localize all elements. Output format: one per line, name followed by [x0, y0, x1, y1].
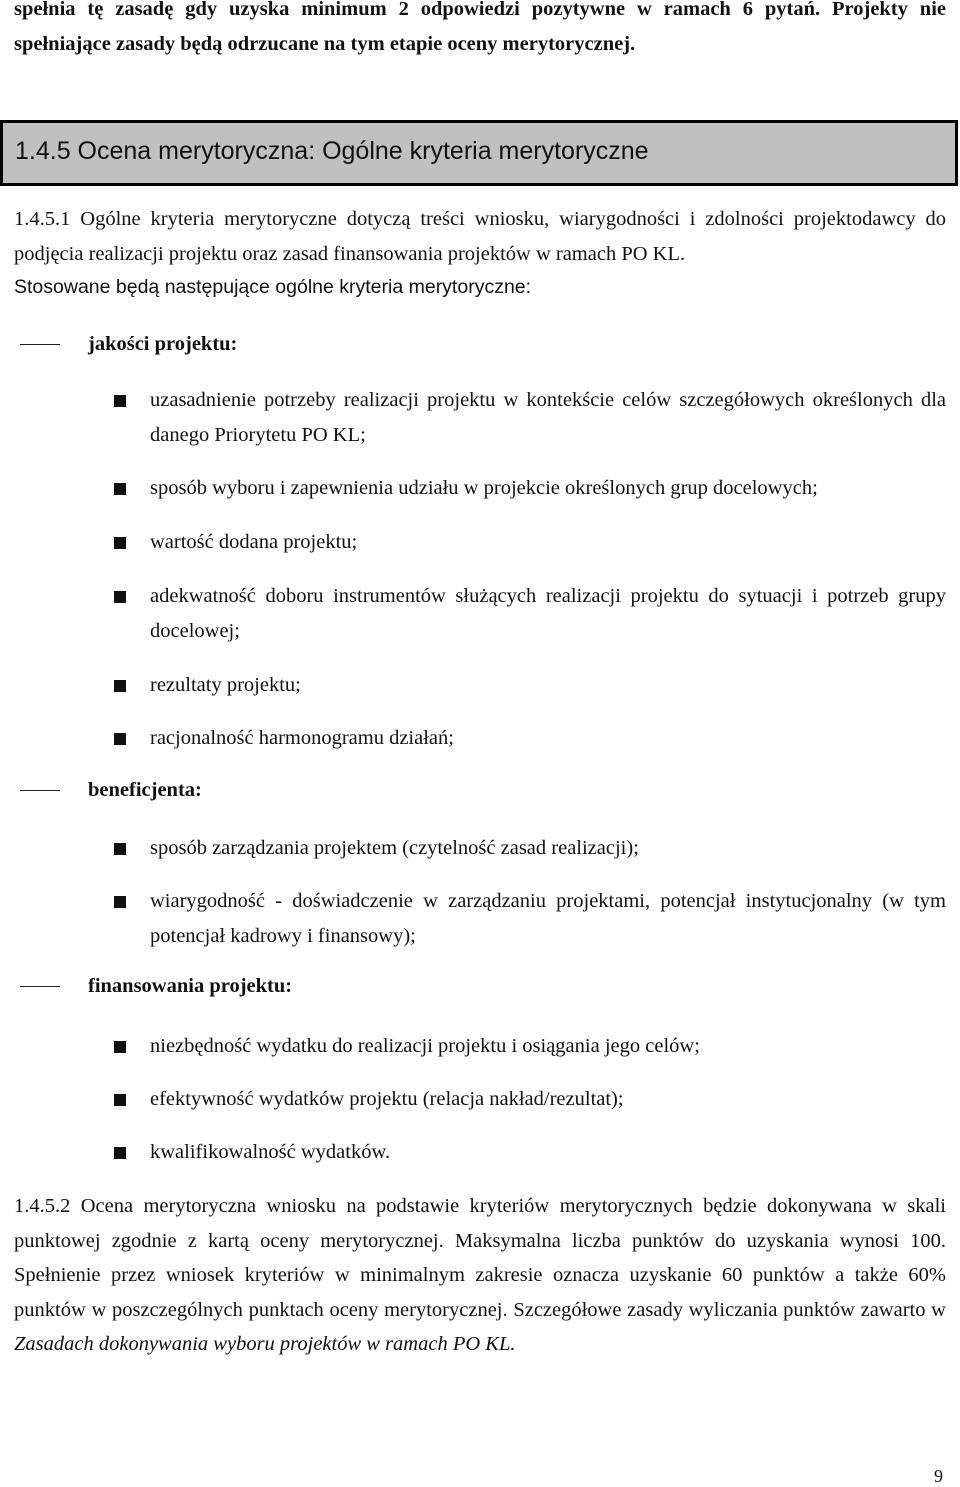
paragraph-1-4-5-2	[14, 1189, 946, 1362]
group-label: jakości projektu:	[88, 332, 238, 355]
list-item: uzasadnienie potrzeby realizacji projektu w kontekście celów szczegółowych określonych dla danego Priorytetu PO KL;	[150, 389, 946, 446]
list-item: racjonalność harmonogramu działań;	[150, 727, 454, 749]
square-bullet-icon	[114, 1041, 126, 1053]
page-number: 9	[934, 1466, 943, 1486]
top-paragraph: spełnia tę zasadę gdy uzyska minimum 2 odpowiedzi pozytywne w ramach 6 pytań. Projekty nie spełniające zasady będą odrzucane na tym etapie oceny merytorycznej.	[14, 0, 946, 55]
square-bullet-icon	[114, 680, 126, 692]
list-item: niezbędność wydatku do realizacji projektu i osiągania jego celów;	[150, 1035, 700, 1057]
list-item: rezultaty projektu;	[150, 674, 301, 696]
section-heading-box	[0, 120, 958, 186]
list-item: sposób zarządzania projektem (czytelność zasad realizacji);	[150, 837, 639, 859]
dash-marker	[20, 986, 60, 987]
square-bullet-icon	[114, 537, 126, 549]
paragraph-italic-title: Zasadach dokonywania wyboru projektów w ramach PO KL.	[14, 1333, 516, 1355]
list-item: efektywność wydatków projektu (relacja nakład/rezultat);	[150, 1088, 624, 1110]
square-bullet-icon	[114, 395, 126, 407]
square-bullet-icon	[114, 1147, 126, 1159]
list-item: sposób wyboru i zapewnienia udziału w projekcie określonych grup docelowych;	[150, 477, 818, 499]
group-label: finansowania projektu:	[88, 974, 293, 997]
list-item: wartość dodana projektu;	[150, 531, 358, 553]
paragraph-text: 1.4.5.2 Ocena merytoryczna wniosku na podstawie kryteriów merytorycznych będzie dokonywana w skali punktowej zgodnie z kartą oceny merytorycznej. Maksymalna liczba punktów do uzyskania wynosi 100. Spełnienie przez wniosek kryteriów w minimalnym zakresie oznacza uzyskanie 60 punktów a także 60% punktów w poszczególnych punktach oceny merytorycznej. Szczegółowe zasady wyliczania punktów zawarto w	[14, 1195, 946, 1321]
square-bullet-icon	[114, 483, 126, 495]
square-bullet-icon	[114, 896, 126, 908]
square-bullet-icon	[114, 591, 126, 603]
paragraph-stosowane: Stosowane będą następujące ogólne kryteria merytoryczne:	[14, 276, 532, 298]
dash-marker	[20, 344, 60, 345]
list-item: adekwatność doboru instrumentów służących realizacji projektu do sytuacji i potrzeb grupy docelowej;	[150, 585, 946, 642]
criteria-group-quality	[20, 332, 237, 356]
square-bullet-icon	[114, 733, 126, 745]
section-heading: 1.4.5 Ocena merytoryczna: Ogólne kryteria merytoryczne	[15, 137, 649, 165]
dash-marker	[20, 790, 60, 791]
square-bullet-icon	[114, 1094, 126, 1106]
list-item: kwalifikowalność wydatków.	[150, 1141, 391, 1163]
paragraph-1-4-5-1: 1.4.5.1 Ogólne kryteria merytoryczne dotyczą treści wniosku, wiarygodności i zdolności projektodawcy do podjęcia realizacji projektu oraz zasad finansowania projektów w ramach PO KL.	[14, 208, 946, 265]
square-bullet-icon	[114, 843, 126, 855]
criteria-group-financing	[20, 974, 292, 998]
criteria-group-beneficiary	[20, 778, 202, 802]
group-label: beneficjenta:	[88, 778, 202, 801]
list-item: wiarygodność - doświadczenie w zarządzaniu projektami, potencjał instytucjonalny (w tym potencjał kadrowy i finansowy);	[150, 890, 946, 947]
